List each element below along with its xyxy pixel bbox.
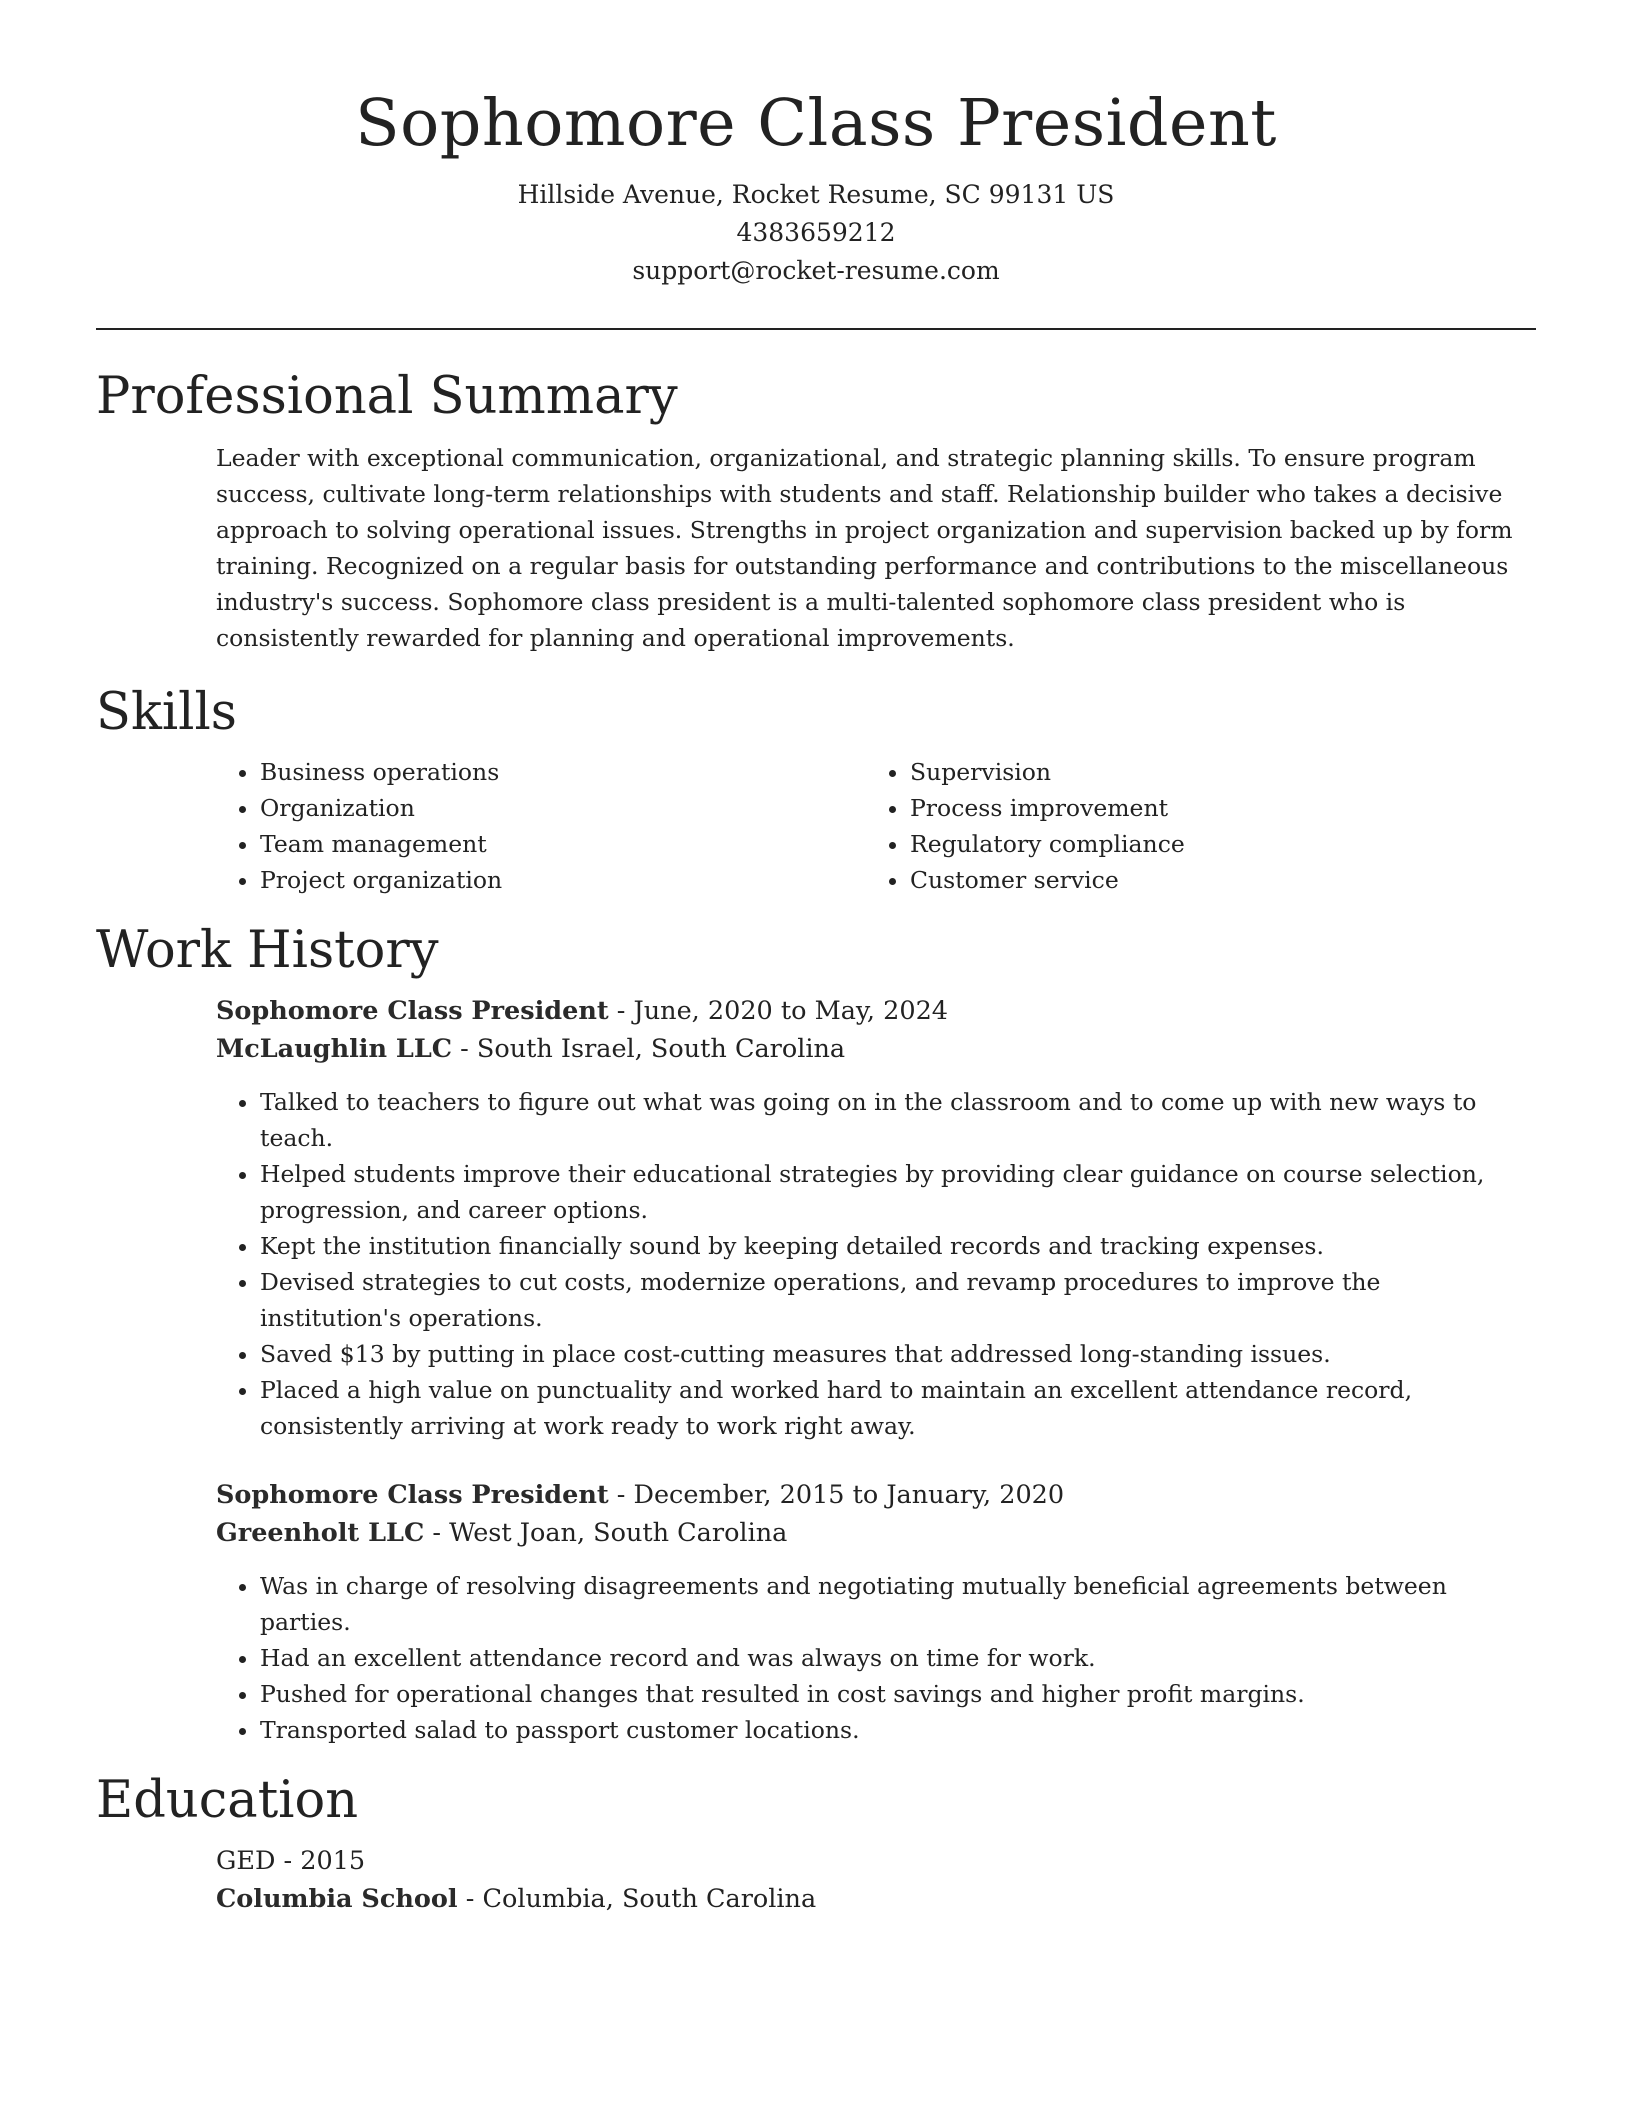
job-duties <box>216 1084 1526 1444</box>
education-title: Education <box>96 1771 359 1830</box>
candidate-name: Sophomore Class President <box>355 86 1277 161</box>
job-company-line <box>216 1514 1526 1552</box>
skill-item: • Regulatory compliance <box>910 826 1516 862</box>
summary-title: Professional Summary <box>96 367 678 426</box>
job-duty: • Saved $13 by putting in place cost-cutting measures that addressed long-standing issues. <box>260 1336 1526 1372</box>
job-company-line <box>216 1030 1526 1068</box>
job-duty: • Was in charge of resolving disagreements and negotiating mutually beneficial agreements between parties. <box>260 1568 1526 1640</box>
skills-column-right <box>866 754 1516 898</box>
job-duty: • Placed a high value on punctuality and worked hard to maintain an excellent attendance record, consistently arriving at work ready to work right away. <box>260 1372 1526 1444</box>
job-dates: - June, 2020 to May, 2024 <box>608 996 949 1026</box>
education-school: Columbia School <box>216 1884 458 1914</box>
job-role: Sophomore Class President <box>216 1480 609 1510</box>
job-duty: • Helped students improve their educational strategies by providing clear guidance on course selection, progression, and career options. <box>260 1156 1526 1228</box>
contact-address: Hillside Avenue, Rocket Resume, SC 99131 US <box>517 180 1115 209</box>
job-company: Greenholt LLC <box>216 1518 425 1548</box>
summary-text: Leader with exceptional communication, organizational, and strategic planning skills. To ensure program success, cultivate long-term relationships with students and staff. Relationship builder who takes a decisive approach to solving operational issues. Strengths in project organization and supervision backed up by form training. Recognized on a regular basis for outstanding performance and contributions to the miscellaneous industry's success. Sophomore class president is a multi-talented sophomore class president who is consistently rewarded for planning and operational improvements. <box>216 444 1513 652</box>
skills-title: Skills <box>96 683 237 742</box>
skill-item: • Organization <box>260 790 866 826</box>
job-dates: - December, 2015 to January, 2020 <box>608 1480 1065 1510</box>
skill-item: • Business operations <box>260 754 866 790</box>
education-school-line <box>216 1880 1526 1918</box>
job-entry <box>96 992 1536 1444</box>
skill-item: • Project organization <box>260 862 866 898</box>
contact-phone: 4383659212 <box>736 218 896 247</box>
skills-section <box>96 682 1536 898</box>
job-duty: • Had an excellent attendance record and was always on time for work. <box>260 1640 1526 1676</box>
work-history-title: Work History <box>96 921 439 980</box>
job-duty: • Devised strategies to cut costs, modernize operations, and revamp procedures to improve the institution's operations. <box>260 1264 1526 1336</box>
skill-item: • Customer service <box>910 862 1516 898</box>
job-company: McLaughlin LLC <box>216 1034 453 1064</box>
contact-info <box>96 176 1536 290</box>
job-duty: • Talked to teachers to figure out what was going on in the classroom and to come up with new ways to teach. <box>260 1084 1526 1156</box>
job-location: - South Israel, South Carolina <box>452 1034 846 1064</box>
skill-item: • Process improvement <box>910 790 1516 826</box>
resume-header <box>96 0 1536 290</box>
summary-section <box>96 366 1536 656</box>
contact-email: support@rocket-resume.com <box>632 256 1000 285</box>
education-section <box>96 1770 1536 1918</box>
skill-item: • Team management <box>260 826 866 862</box>
job-entry <box>96 1476 1536 1748</box>
job-duties <box>216 1568 1526 1748</box>
job-role: Sophomore Class President <box>216 996 609 1026</box>
skill-item: • Supervision <box>910 754 1516 790</box>
skills-column-left <box>216 754 866 898</box>
education-degree-line <box>216 1842 1526 1880</box>
education-location: - Columbia, South Carolina <box>457 1884 817 1914</box>
header-divider <box>96 328 1536 330</box>
education-degree: GED <box>216 1846 276 1876</box>
job-duty: • Kept the institution financially sound by keeping detailed records and tracking expenses. <box>260 1228 1526 1264</box>
job-location: - West Joan, South Carolina <box>424 1518 788 1548</box>
job-duty: • Pushed for operational changes that resulted in cost savings and higher profit margins. <box>260 1676 1526 1712</box>
work-history-section <box>96 920 1536 1748</box>
job-title-line <box>216 992 1526 1030</box>
job-title-line <box>216 1476 1526 1514</box>
job-duty: • Transported salad to passport customer locations. <box>260 1712 1526 1748</box>
education-year: - 2015 <box>275 1846 366 1876</box>
